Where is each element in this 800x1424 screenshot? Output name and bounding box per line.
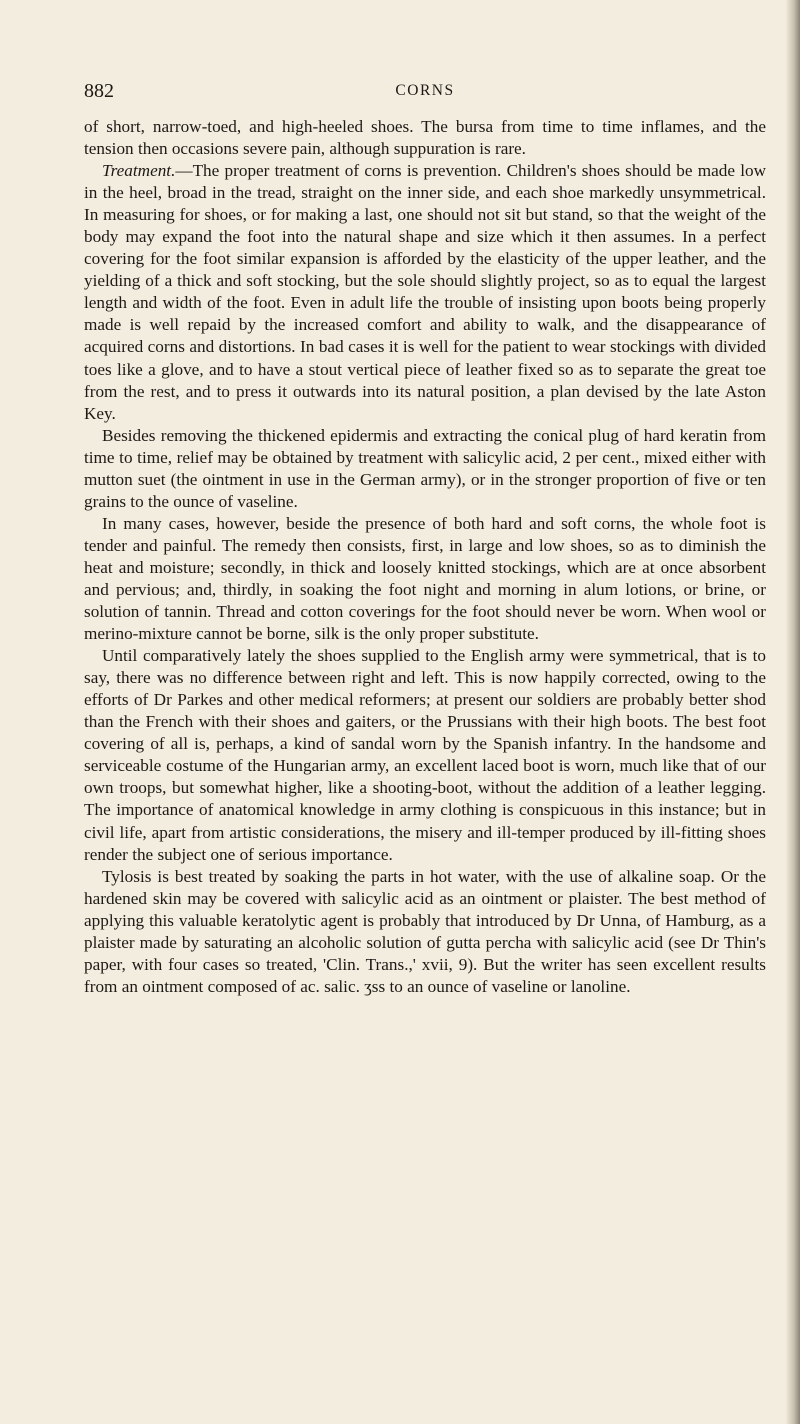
page-number: 882 — [84, 80, 114, 102]
paragraph-text: Besides removing the thickened epidermis and extracting the conical plug of hard keratin from time to time, relief may be obtained by treatment with salicylic acid, 2 per cent., mixed either with mutton suet (the ointment in use in the German army), or in the stronger proportion of five or ten grains to the ounce of vaseline. — [84, 425, 766, 511]
body-text — [84, 116, 766, 998]
paragraph-text: of short, narrow-toed, and high-heeled shoes. The bursa from time to time inflames, and the tension then occasions severe pain, although suppuration is rare. — [84, 117, 766, 159]
page-gutter-shadow — [786, 0, 800, 1424]
paragraph-text: —The proper treatment of corns is prevention. Children's shoes should be made low in the heel, broad in the tread, straight on the inner side, and each shoe markedly unsymmetrical. In measuring for shoes, or for making a last, one should not sit but stand, so that the weight of the body may expand the foot into the natural shape and size which it then assumes. In a perfect covering for the foot similar expansion is afforded by the elasticity of the upper leather, and the yielding of a thick and soft stocking, but the sole should slightly project, so as to equal the largest length and width of the foot. Even in adult life the trouble of insisting upon boots being properly made is well repaid by the increased comfort and ability to walk, and the disappearance of acquired corns and distortions. In bad cases it is well for the patient to wear stockings with divided toes like a glove, and to have a stout vertical piece of leather fixed so as to separate the great toe from the rest, and to press it outwards into its natural position, a plan devised by the late Aston Key. — [84, 161, 766, 423]
paragraph-text: In many cases, however, beside the presence of both hard and soft corns, the whole foot is tender and painful. The remedy then consists, first, in large and low shoes, so as to diminish the heat and moisture; secondly, in thick and loosely knitted stockings, which are at once absorbent and pervious; and, thirdly, in soaking the foot night and morning in alum lotions, or brine, or solution of tannin. Thread and cotton coverings for the foot should never be worn. When wool or merino-mixture cannot be borne, silk is the only proper substitute. — [84, 513, 766, 644]
paragraph-text: Until comparatively lately the shoes supplied to the English army were symmetrical, that is to say, there was no difference between right and left. This is now happily corrected, owing to the efforts of Dr Parkes and other medical reformers; at present our soldiers are probably better shod than the French with their shoes and gaiters, or the Prussians with their high boots. The best foot covering of all is, perhaps, a kind of sandal worn by the Spanish infantry. In the handsome and serviceable costume of the Hungarian army, an excellent laced boot is worn, much like that of our own troops, but somewhat higher, like a shooting-boot, without the addition of a leather legging. The importance of anatomical knowledge in army clothing is conspicuous in this instance; but in civil life, apart from artistic considerations, the misery and ill-temper produced by ill-fitting shoes render the subject one of serious importance. — [84, 646, 766, 864]
paragraph — [84, 645, 766, 865]
paragraph — [84, 116, 766, 160]
paragraph-text: Tylosis is best treated by soaking the parts in hot water, with the use of alkaline soap. Or the hardened skin may be covered with salicylic acid as an ointment or plaister. The best method of applying this valuable keratolytic agent is probably that introduced by Dr Unna, of Hamburg, as a plaister made by saturating an alcoholic solution of gutta percha with salicylic acid (see Dr Thin's paper, with four cases so treated, 'Clin. Trans.,' xvii, 9). But the writer has seen excellent results from an ointment composed of ac. salic. ʒss to an ounce of vaseline or lanoline. — [84, 866, 766, 996]
paragraph — [84, 866, 766, 998]
page-header — [84, 80, 766, 106]
running-head: CORNS — [395, 82, 455, 99]
paragraph — [84, 513, 766, 645]
paragraph-treatment — [84, 160, 766, 425]
section-heading: Treatment. — [102, 161, 176, 181]
paragraph — [84, 425, 766, 513]
